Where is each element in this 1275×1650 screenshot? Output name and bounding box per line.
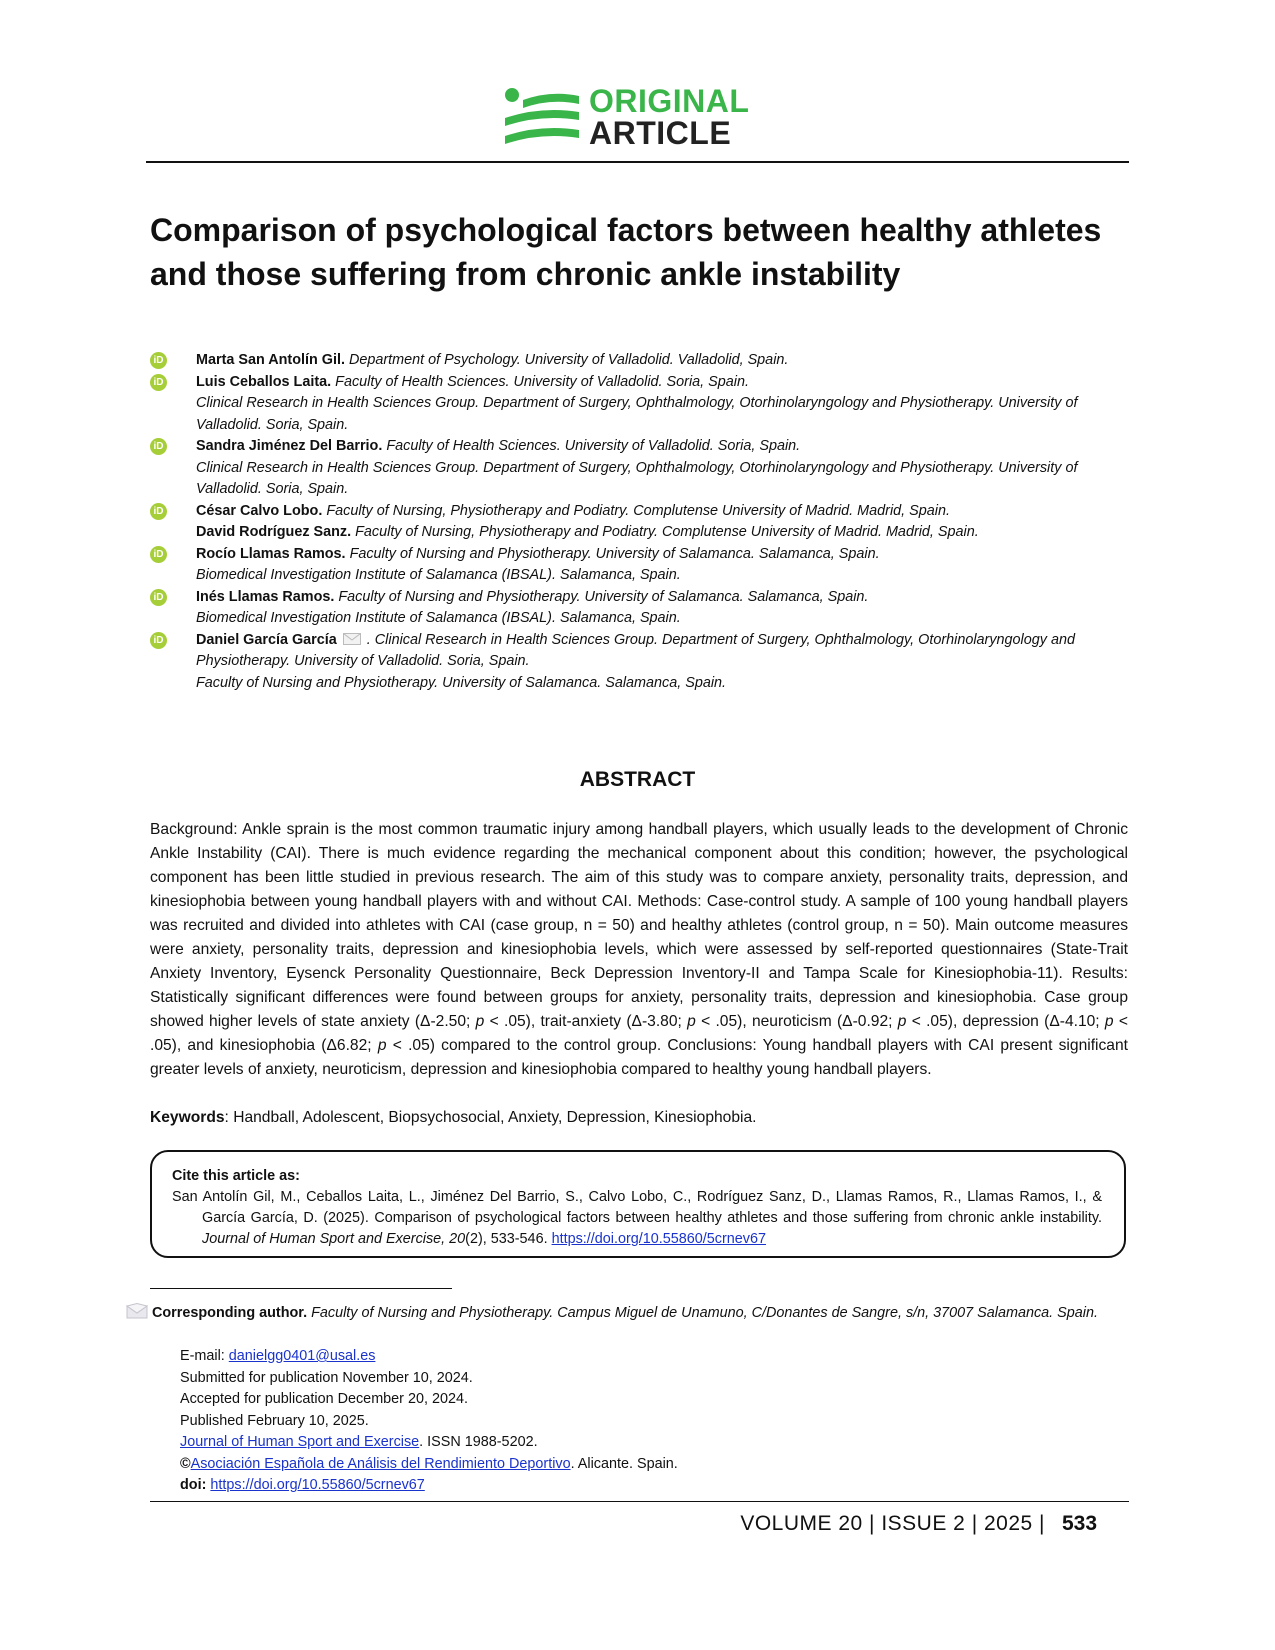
- author-affiliation: Faculty of Nursing and Physiotherapy. University of Salamanca. Salamanca, Spain.: [349, 545, 880, 562]
- author-list: [150, 350, 1140, 694]
- author-name: Marta San Antolín Gil.: [196, 352, 345, 368]
- orcid-icon[interactable]: iD: [150, 352, 167, 369]
- author-name: César Calvo Lobo.: [196, 502, 323, 519]
- issn: . ISSN 1988-5202.: [419, 1434, 538, 1450]
- author-affiliation: Clinical Research in Health Sciences Group. Department of Surgery, Ophthalmology, Otorhinolaryngology and Physiotherapy. University of Valladolid. Soria, Spain.: [196, 459, 1078, 497]
- author-entry: [150, 630, 1140, 695]
- orcid-icon[interactable]: iD: [150, 632, 167, 649]
- abstract-text: [150, 818, 1128, 1082]
- published-date: Published February 10, 2025.: [180, 1412, 369, 1429]
- badge-line-article: ARTICLE: [589, 115, 732, 151]
- citation-segment: (2), 533-546.: [465, 1231, 552, 1247]
- author-entry: [150, 544, 1140, 587]
- keywords: [150, 1106, 1128, 1130]
- abstract-segment: < .05) compared to the control group. Conclusions: Young handball players with CAI present significant greater levels of anxiety, neuroticism, depression and kinesiophobia compared to healthy young handball players.: [150, 1037, 1128, 1078]
- article-title: Comparison of psychological factors between healthy athletes and those suffering from chronic ankle instability: [150, 212, 1102, 292]
- p-symbol: p: [377, 1037, 387, 1054]
- author-affiliation: Faculty of Health Sciences. University of Valladolid. Soria, Spain.: [335, 373, 749, 390]
- abstract-heading: ABSTRACT: [579, 768, 696, 791]
- corresponding-author: [126, 1302, 1130, 1324]
- p-symbol: p: [1104, 1013, 1114, 1030]
- header-divider: [146, 161, 1129, 163]
- author-entry: [150, 501, 1140, 523]
- footnote-divider: [150, 1288, 452, 1289]
- orcid-icon[interactable]: iD: [150, 374, 167, 391]
- author-name: Rocío Llamas Ramos.: [196, 545, 346, 562]
- author-name: Inés Llamas Ramos.: [196, 588, 335, 605]
- keywords-text: : Handball, Adolescent, Biopsychosocial, Anxiety, Depression, Kinesiophobia.: [224, 1109, 757, 1126]
- submitted-date: Submitted for publication November 10, 2024.: [180, 1369, 473, 1386]
- p-symbol: p: [475, 1013, 485, 1030]
- stripes-logo-icon: [503, 86, 581, 148]
- orcid-icon[interactable]: iD: [150, 438, 167, 455]
- author-affiliation: Faculty of Nursing, Physiotherapy and Podiatry. Complutense University of Madrid. Madrid, Spain.: [326, 502, 950, 519]
- envelope-icon[interactable]: [343, 633, 361, 645]
- author-affiliation: Faculty of Nursing and Physiotherapy. University of Salamanca. Salamanca, Spain.: [338, 588, 869, 605]
- abstract-segment: < .05), neuroticism (Δ-0.92;: [695, 1013, 898, 1030]
- keywords-label: Keywords: [150, 1109, 225, 1126]
- author-entry: [150, 522, 1140, 544]
- author-affiliation: Biomedical Investigation Institute of Salamanca (IBSAL). Salamanca, Spain.: [196, 610, 681, 626]
- author-affiliation: Faculty of Nursing, Physiotherapy and Podiatry. Complutense University of Madrid. Madrid, Spain.: [355, 524, 979, 540]
- author-entry: [150, 587, 1140, 630]
- email-line: [180, 1346, 1080, 1368]
- doi-line: [180, 1475, 1080, 1497]
- orcid-icon[interactable]: iD: [150, 546, 167, 563]
- page-number: 533: [1062, 1512, 1098, 1535]
- author-entry: [150, 350, 1140, 372]
- author-entry: [150, 372, 1140, 437]
- original-article-badge: [503, 83, 793, 151]
- citation-journal: Journal of Human Sport and Exercise, 20: [202, 1231, 466, 1247]
- author-name: Luis Ceballos Laita.: [196, 373, 332, 390]
- doi-link[interactable]: https://doi.org/10.55860/5crnev67: [210, 1477, 425, 1493]
- author-affiliation: Clinical Research in Health Sciences Group. Department of Surgery, Ophthalmology, Otorhinolaryngology and Physiotherapy. University of Valladolid. Soria, Spain.: [196, 395, 1078, 433]
- p-symbol: p: [897, 1013, 907, 1030]
- abstract-segment: < .05), trait-anxiety (Δ-3.80;: [484, 1013, 688, 1030]
- copyright-line: [180, 1454, 1080, 1476]
- author-affiliation: Faculty of Health Sciences. University of Valladolid. Soria, Spain.: [386, 438, 801, 454]
- citation-box: [150, 1150, 1126, 1258]
- corresponding-label: Corresponding author.: [152, 1305, 308, 1321]
- citation-text: [172, 1187, 1102, 1250]
- author-affiliation: . Clinical Research in Health Sciences Group. Department of Surgery, Ophthalmology, Otorhinolaryngology and Physiotherapy. University of Valladolid. Soria, Spain.: [196, 631, 1075, 669]
- doi-label: doi:: [180, 1477, 207, 1493]
- footer-divider: [150, 1501, 1129, 1502]
- author-affiliation: Department of Psychology. University of Valladolid. Valladolid, Spain.: [348, 352, 789, 368]
- citation-segment: San Antolín Gil, M., Ceballos Laita, L., Jiménez Del Barrio, S., Calvo Lobo, C., Rodríguez Sanz, D., Llamas Ramos, R., Llamas Ramos, I., & García García, D. (2025). Comparison of psychological factors between healthy athletes and those suffering from chronic ankle instability.: [172, 1189, 1102, 1226]
- abstract-segment: < .05), depression (Δ-4.10;: [906, 1013, 1105, 1030]
- badge-line-original: ORIGINAL: [589, 83, 750, 119]
- association-location: . Alicante. Spain.: [570, 1455, 678, 1472]
- journal-link[interactable]: Journal of Human Sport and Exercise: [180, 1434, 420, 1450]
- association-link[interactable]: Asociación Española de Análisis del Rendimiento Deportivo: [190, 1455, 571, 1472]
- email-link[interactable]: danielgg0401@usal.es: [228, 1348, 376, 1364]
- footer-volume-issue: VOLUME 20 | ISSUE 2 | 2025 |: [740, 1512, 1045, 1535]
- citation-label: Cite this article as:: [172, 1168, 300, 1184]
- p-symbol: p: [687, 1013, 696, 1030]
- author-name: Daniel García García: [196, 631, 337, 648]
- abstract-segment: Background: Ankle sprain is the most common traumatic injury among handball players, which usually leads to the development of Chronic Ankle Instability (CAI). There is much evidence regarding the mechanical component about this condition; however, the psychological component has been little studied in previous research. The aim of this study was to compare anxiety, personality traits, depression, and kinesiophobia between young handball players with and without CAI. Methods: Case-control study. A sample of 100 young handball players was recruited and divided into athletes with CAI (case group, n = 50) and healthy athletes (control group, n = 50). Main outcome measures were anxiety, personality traits, depression and kinesiophobia levels, which were assessed by self-reported questionnaires (State-Trait Anxiety Inventory, Eysenck Personality Questionnaire, Beck Depression Inventory-II and Tampa Scale for Kinesiophobia-11). Results: Statistically significant differences were found between groups for anxiety, personality traits, depression and kinesiophobia. Case group showed higher levels of state anxiety (Δ-2.50;: [150, 821, 1128, 1030]
- author-affiliation: Biomedical Investigation Institute of Salamanca (IBSAL). Salamanca, Spain.: [196, 567, 681, 583]
- envelope-icon: [126, 1303, 148, 1319]
- email-label: E-mail:: [180, 1348, 229, 1364]
- orcid-icon[interactable]: iD: [150, 589, 167, 606]
- abstract-segment: < .05), and kinesiophobia (Δ6.82;: [150, 1013, 1128, 1054]
- citation-doi-link[interactable]: https://doi.org/10.55860/5crnev67: [551, 1231, 766, 1247]
- author-name: Sandra Jiménez Del Barrio.: [196, 438, 383, 454]
- orcid-icon[interactable]: iD: [150, 503, 167, 520]
- author-name: David Rodríguez Sanz.: [196, 524, 352, 540]
- copyright-symbol: ©: [180, 1455, 191, 1472]
- corresponding-address: Faculty of Nursing and Physiotherapy. Campus Miguel de Unamuno, C/Donantes de Sangre, s/n, 37007 Salamanca. Spain.: [307, 1305, 1098, 1321]
- journal-line: [180, 1432, 1080, 1454]
- author-entry: [150, 436, 1140, 501]
- accepted-date: Accepted for publication December 20, 2024.: [180, 1391, 468, 1407]
- author-affiliation: Faculty of Nursing and Physiotherapy. University of Salamanca. Salamanca, Spain.: [196, 674, 727, 691]
- publication-metadata: [180, 1346, 1080, 1497]
